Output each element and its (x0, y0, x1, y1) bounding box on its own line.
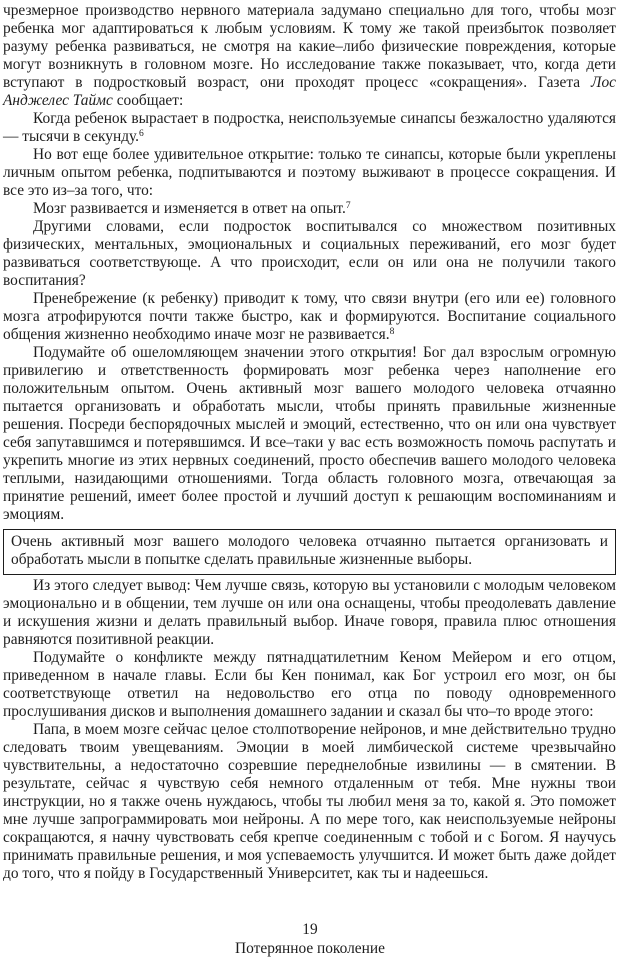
paragraph-implication (3, 344, 616, 524)
paragraph-text: чрезмерное производство нервного материала задумано специально для того, чтобы мозг ребенка мог адаптироваться к любым условиям. К тому же такой преизбыток позволяет разуму ребенка развиваться, не смотря на какие–либо физические повреждения, которые могут возникнуть в головном мозге. Но исследование также показывает, что, когда дети вступают в подростковый возраст, они проходят процесс «сокращения». Газета (3, 2, 616, 91)
paragraph-text: Когда ребенок вырастает в подростка, неиспользуемые синапсы безжалостно удаляются — тысячи в секунду. (3, 110, 616, 145)
paragraph-quote-synapses (3, 110, 616, 146)
paragraph-text: Папа, в моем мозге сейчас целое столпотворение нейронов, и мне действительно трудно следовать твоим увещеваниям. Эмоции в моей лимбической системе чрезвычайно чувствительны, а недостаточно созревшие переднелобные извилины — в смятении. В результате, сейчас я чувствую себя немного отдаленным от тебя. Мне нужны твои инструкции, но я также очень нуждаюсь, чтобы ты любил меня за то, какой я. Это поможет мне лучше запрограммировать мои нейроны. А по мере того, как неиспользуемые нейроны сокращаются, я начну чувствовать себя крепче соединенным с тобой и с Богом. Я научусь принимать правильные решения, и моя успеваемость улучшится. И может быть даже дойдет до того, что я пойду в Государственный Университет, как ты и надеешься. (3, 721, 616, 882)
paragraph-discovery (3, 146, 616, 200)
callout-text: Очень активный мозг вашего молодого человека отчаянно пытается организовать и обработать мысли в попытке сделать правильные жизненные выборы. (11, 533, 608, 568)
footnote-ref-7: 7 (345, 199, 351, 211)
paragraph-ken-meyer-conflict (3, 649, 616, 721)
paragraph-text: Подумайте об ошеломляющем значении этого открытия! Бог дал взрослым огромную привилегию и ответственность формировать мозг ребенка через наполнение его положительным опытом. Очень активный мозг вашего молодого человека отчаянно пытается организовать и обработать мысли, чтобы принять правильные жизненные решения. Посреди беспорядочных мыслей и эмоций, естественно, что он или она чувствует себя запутавшимся и потерявшимся. И все–таки у вас есть возможность помочь распутать и укрепить многие из этих нервных соединений, просто обеспечив вашего молодого человека теплыми, назидающими отношениями. Тогда область головного мозга, отвечающая за принятие решений, имеет более простой и лучший доступ к решающим воспоминаниям и эмоциям. (3, 344, 616, 523)
newspaper-title: Лос Анджелес Таймс (3, 74, 616, 109)
page-footer (0, 920, 620, 958)
footnote-ref-6: 6 (139, 127, 144, 139)
footnote-ref-8: 8 (389, 325, 395, 337)
page-number: 19 (302, 921, 318, 938)
paragraph-papa-speech (3, 721, 616, 883)
paragraph-text: Но вот еще более удивительное открытие: только те синапсы, которые были укреплены личным опытом ребенка, подпитываются и поэтому выживают в процессе сокращения. И все это из–за того, что: (3, 146, 616, 199)
paragraph-brain-overproduction (3, 2, 616, 110)
callout-box (3, 529, 616, 575)
paragraph-text: Подумайте о конфликте между пятнадцатилетним Кеном Мейером и его отцом, приведенном в начале главы. Если бы Кен понимал, как Бог устроил его мозг, он бы соответствующе ответил на недовольство его отца по поводу одновременного прослушивания дисков и выполнения домашнего задании и сказал бы что–то вроде этого: (3, 649, 616, 720)
paragraph-brain-changes-statement (3, 200, 616, 218)
book-title: Потерянное поколение (235, 940, 385, 957)
paragraph-text: Мозг развивается и изменяется в ответ на опыт. (33, 200, 346, 217)
paragraph-text: Другими словами, если подросток воспитывался со множеством позитивных физических, ментальных, эмоциональных и социальных переживаний, его мозг будет развиваться соответствующе. А что происходит, если он или она не получили такого воспитания? (3, 218, 616, 289)
paragraph-conclusion (3, 577, 616, 649)
paragraph-other-words (3, 218, 616, 290)
paragraph-text: Из этого следует вывод: Чем лучше связь, которую вы установили с молодым человеком эмоционально и в общении, тем лучше он или она оснащены, чтобы преодолевать давление и искушения жизни и делать правильный выбор. Иначе говоря, правила плюс отношения равняются позитивной реакции. (3, 577, 616, 648)
paragraph-neglect-quote (3, 290, 616, 344)
paragraph-text: Пренебрежение (к ребенку) приводит к тому, что связи внутри (его или ее) головного мозга атрофируются почти также быстро, как и формируются. Воспитание социального общения жизненно необходимо иначе мозг не развивается. (3, 290, 616, 343)
paragraph-text: сообщает: (112, 92, 184, 109)
